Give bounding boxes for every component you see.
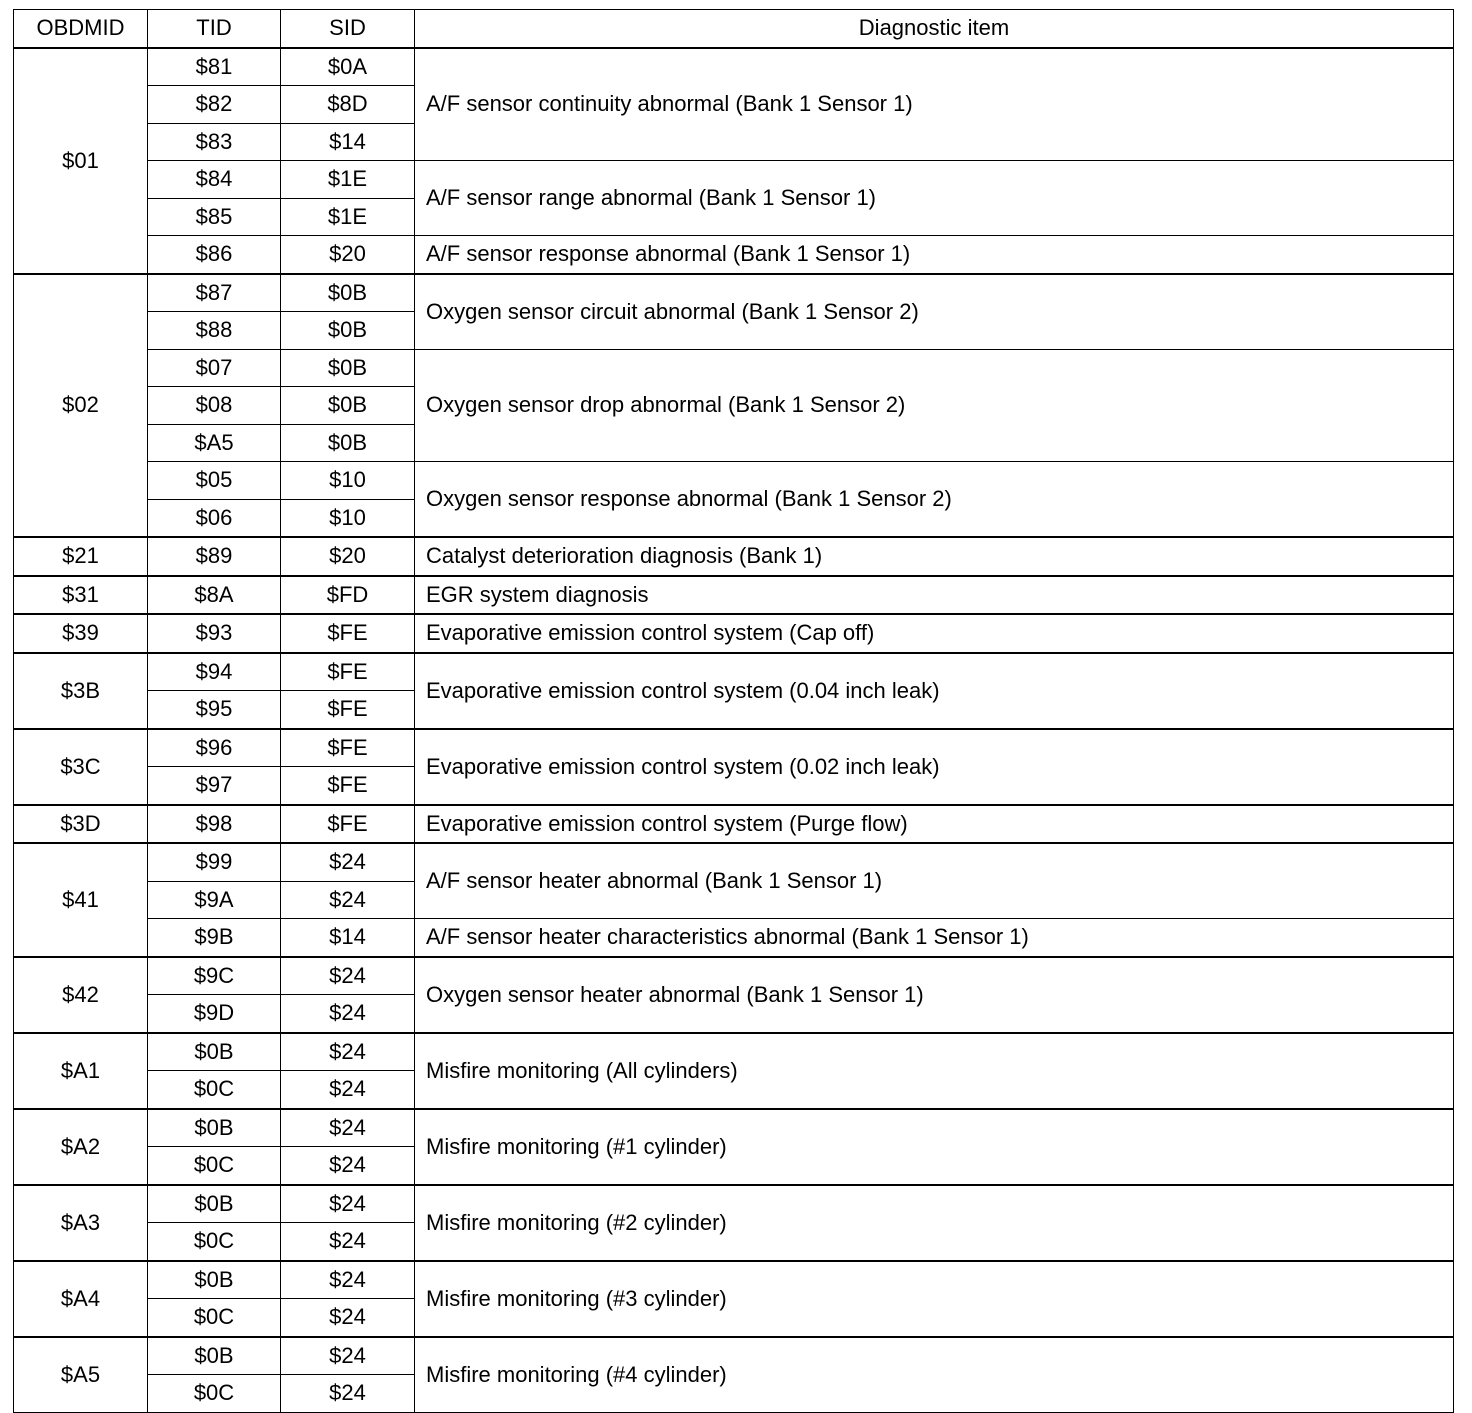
diagnostic-item-cell: Oxygen sensor response abnormal (Bank 1 Sensor 2) (415, 462, 1454, 538)
table-row (14, 537, 1454, 576)
diagnostic-item-cell: Misfire monitoring (#1 cylinder) (415, 1109, 1454, 1185)
table-row (14, 1033, 1454, 1071)
diagnostic-item-cell: Misfire monitoring (#3 cylinder) (415, 1261, 1454, 1337)
sid-cell: $1E (281, 161, 415, 199)
sid-cell: $24 (281, 1299, 415, 1337)
sid-cell: $24 (281, 1337, 415, 1375)
sid-cell: $8D (281, 86, 415, 124)
diagnostic-item-cell: A/F sensor heater abnormal (Bank 1 Sensor 1) (415, 843, 1454, 919)
sid-cell: $14 (281, 919, 415, 957)
table-row (14, 919, 1454, 957)
tid-cell: $96 (148, 729, 281, 767)
tid-cell: $0B (148, 1337, 281, 1375)
obd-monitor-table (13, 9, 1454, 1413)
diagnostic-item-cell: Oxygen sensor heater abnormal (Bank 1 Sensor 1) (415, 957, 1454, 1033)
tid-cell: $0B (148, 1109, 281, 1147)
diagnostic-item-cell: Misfire monitoring (All cylinders) (415, 1033, 1454, 1109)
sid-cell: $0B (281, 387, 415, 425)
sid-cell: $FE (281, 767, 415, 805)
sid-cell: $0B (281, 349, 415, 387)
header-tid: TID (148, 10, 281, 48)
sid-cell: $24 (281, 995, 415, 1033)
tid-cell: $9A (148, 881, 281, 919)
tid-cell: $81 (148, 48, 281, 86)
diagnostic-item-cell: A/F sensor continuity abnormal (Bank 1 Sensor 1) (415, 48, 1454, 161)
tid-cell: $99 (148, 843, 281, 881)
header-diagnostic-item: Diagnostic item (415, 10, 1454, 48)
tid-cell: $83 (148, 123, 281, 161)
table-row (14, 48, 1454, 86)
tid-cell: $0C (148, 1071, 281, 1109)
diagnostic-item-cell: A/F sensor response abnormal (Bank 1 Sensor 1) (415, 236, 1454, 274)
table-row (14, 729, 1454, 767)
tid-cell: $0B (148, 1261, 281, 1299)
tid-cell: $0C (148, 1299, 281, 1337)
diagnostic-item-cell: Oxygen sensor drop abnormal (Bank 1 Sensor 2) (415, 349, 1454, 462)
sid-cell: $24 (281, 1185, 415, 1223)
tid-cell: $0C (148, 1223, 281, 1261)
obdmid-cell: $31 (14, 576, 148, 615)
table-row (14, 236, 1454, 274)
diagnostic-item-cell: Misfire monitoring (#4 cylinder) (415, 1337, 1454, 1413)
table-row (14, 1109, 1454, 1147)
tid-cell: $06 (148, 499, 281, 537)
tid-cell: $0C (148, 1375, 281, 1413)
obdmid-cell: $02 (14, 274, 148, 538)
diagnostic-item-cell: Evaporative emission control system (0.02 inch leak) (415, 729, 1454, 805)
diagnostic-item-cell: Oxygen sensor circuit abnormal (Bank 1 Sensor 2) (415, 274, 1454, 350)
sid-cell: $24 (281, 1071, 415, 1109)
tid-cell: $8A (148, 576, 281, 615)
sid-cell: $FE (281, 729, 415, 767)
table-row (14, 1337, 1454, 1375)
sid-cell: $24 (281, 1109, 415, 1147)
diagnostic-item-cell: Evaporative emission control system (Purge flow) (415, 805, 1454, 844)
obdmid-cell: $A5 (14, 1337, 148, 1413)
tid-cell: $84 (148, 161, 281, 199)
tid-cell: $0B (148, 1185, 281, 1223)
tid-cell: $82 (148, 86, 281, 124)
header-obdmid: OBDMID (14, 10, 148, 48)
obdmid-cell: $3D (14, 805, 148, 844)
sid-cell: $0B (281, 312, 415, 350)
sid-cell: $FE (281, 805, 415, 844)
table-body (14, 48, 1454, 1413)
diagnostic-item-cell: Evaporative emission control system (Cap off) (415, 614, 1454, 653)
table-header (14, 10, 1454, 48)
obdmid-cell: $21 (14, 537, 148, 576)
sid-cell: $14 (281, 123, 415, 161)
table-row (14, 462, 1454, 500)
tid-cell: $0C (148, 1147, 281, 1185)
obdmid-cell: $A3 (14, 1185, 148, 1261)
tid-cell: $94 (148, 653, 281, 691)
table-row (14, 349, 1454, 387)
sid-cell: $20 (281, 236, 415, 274)
sid-cell: $24 (281, 843, 415, 881)
sid-cell: $20 (281, 537, 415, 576)
table-row (14, 653, 1454, 691)
sid-cell: $10 (281, 462, 415, 500)
obdmid-cell: $41 (14, 843, 148, 957)
tid-cell: $97 (148, 767, 281, 805)
sid-cell: $FE (281, 691, 415, 729)
tid-cell: $89 (148, 537, 281, 576)
sid-cell: $10 (281, 499, 415, 537)
header-sid: SID (281, 10, 415, 48)
tid-cell: $95 (148, 691, 281, 729)
obdmid-cell: $01 (14, 48, 148, 274)
header-row (14, 10, 1454, 48)
sid-cell: $FE (281, 653, 415, 691)
tid-cell: $88 (148, 312, 281, 350)
sid-cell: $24 (281, 1261, 415, 1299)
obdmid-cell: $39 (14, 614, 148, 653)
obdmid-cell: $3C (14, 729, 148, 805)
table-row (14, 843, 1454, 881)
tid-cell: $07 (148, 349, 281, 387)
tid-cell: $0B (148, 1033, 281, 1071)
tid-cell: $86 (148, 236, 281, 274)
table-row (14, 614, 1454, 653)
table-row (14, 161, 1454, 199)
tid-cell: $9C (148, 957, 281, 995)
tid-cell: $93 (148, 614, 281, 653)
table-row (14, 805, 1454, 844)
sid-cell: $0A (281, 48, 415, 86)
tid-cell: $98 (148, 805, 281, 844)
sid-cell: $24 (281, 881, 415, 919)
sid-cell: $24 (281, 1147, 415, 1185)
sid-cell: $0B (281, 274, 415, 312)
diagnostic-item-cell: A/F sensor heater characteristics abnormal (Bank 1 Sensor 1) (415, 919, 1454, 957)
obdmid-cell: $A4 (14, 1261, 148, 1337)
tid-cell: $08 (148, 387, 281, 425)
sid-cell: $24 (281, 1033, 415, 1071)
table-row (14, 957, 1454, 995)
tid-cell: $A5 (148, 424, 281, 462)
sid-cell: $24 (281, 1375, 415, 1413)
tid-cell: $9B (148, 919, 281, 957)
diagnostic-item-cell: EGR system diagnosis (415, 576, 1454, 615)
diagnostic-item-cell: A/F sensor range abnormal (Bank 1 Sensor 1) (415, 161, 1454, 236)
table-row (14, 1185, 1454, 1223)
obdmid-cell: $A1 (14, 1033, 148, 1109)
sid-cell: $0B (281, 424, 415, 462)
table-row (14, 1261, 1454, 1299)
diagnostic-item-cell: Misfire monitoring (#2 cylinder) (415, 1185, 1454, 1261)
tid-cell: $05 (148, 462, 281, 500)
sid-cell: $24 (281, 957, 415, 995)
tid-cell: $85 (148, 198, 281, 236)
table-row (14, 274, 1454, 312)
sid-cell: $1E (281, 198, 415, 236)
sid-cell: $FD (281, 576, 415, 615)
obdmid-cell: $A2 (14, 1109, 148, 1185)
table-row (14, 576, 1454, 615)
tid-cell: $87 (148, 274, 281, 312)
obdmid-cell: $42 (14, 957, 148, 1033)
diagnostic-item-cell: Catalyst deterioration diagnosis (Bank 1) (415, 537, 1454, 576)
sid-cell: $FE (281, 614, 415, 653)
diagnostic-item-cell: Evaporative emission control system (0.04 inch leak) (415, 653, 1454, 729)
obdmid-cell: $3B (14, 653, 148, 729)
sid-cell: $24 (281, 1223, 415, 1261)
tid-cell: $9D (148, 995, 281, 1033)
